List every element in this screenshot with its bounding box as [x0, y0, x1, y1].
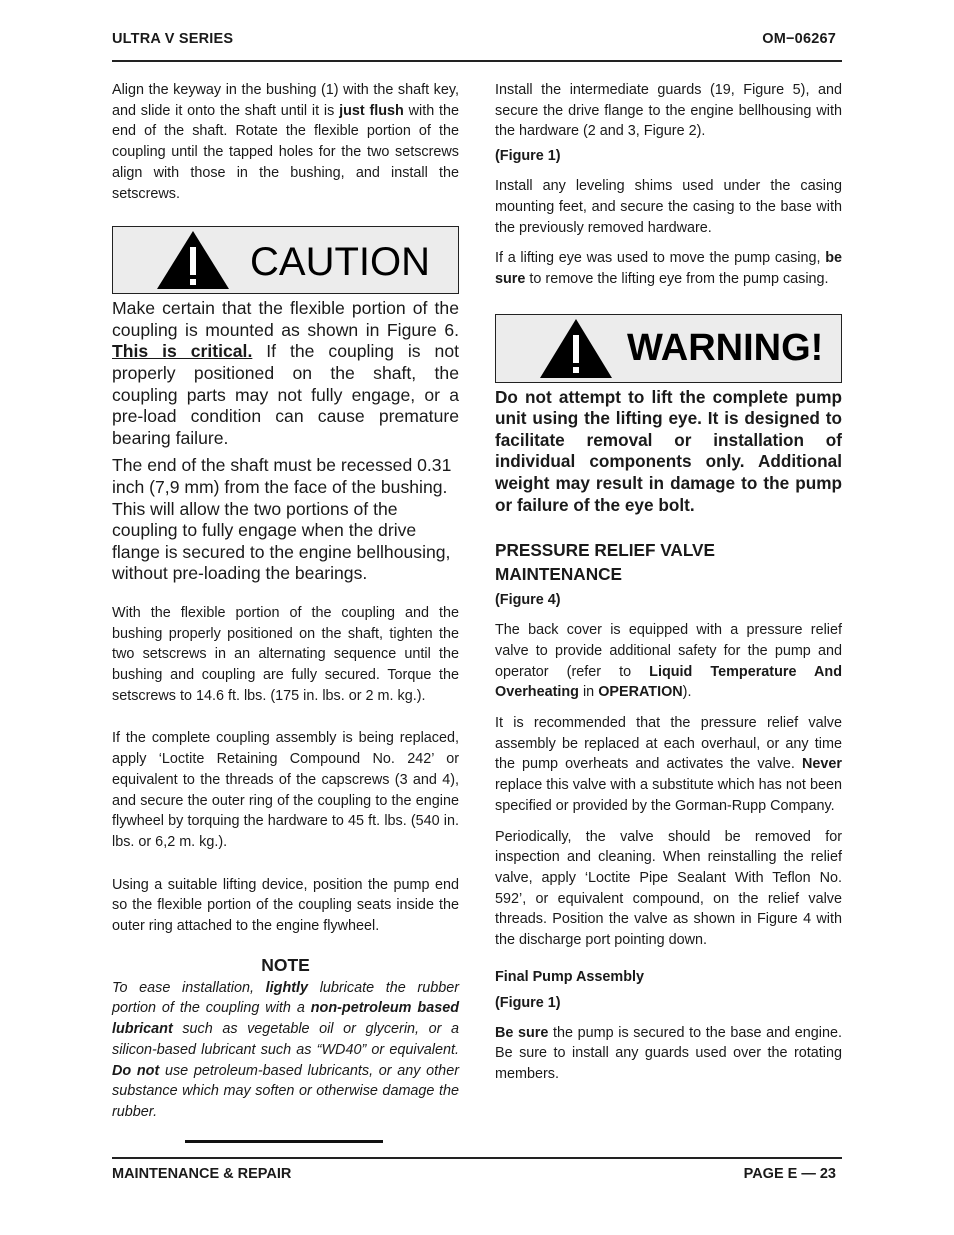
caution-text-2: The end of the shaft must be recessed 0.31 inch (7,9 mm) from the face of the bushing. This will allow the two portions of the coupling to fully engage when the drive flange is secured to the engine bellhousing, without pre-loading the bearings. — [112, 455, 452, 584]
subsection-final-assembly: Final Pump Assembly — [495, 968, 645, 985]
footer-rule — [112, 1157, 842, 1159]
note-end-rule — [185, 1140, 383, 1143]
caution-label: CAUTION — [250, 240, 430, 285]
paragraph-lifting-eye: If a lifting eye was used to move the pump casing, be sure to remove the lifting eye from the pump casing. — [495, 250, 842, 287]
warning-text: Do not attempt to lift the complete pump unit using the lifting eye. It is designed to facilitate removal or installation of individual components only. Additional weight may result in damage to the pump or failure of the eye bolt. — [495, 386, 842, 515]
caution-box — [112, 226, 459, 294]
header-rule — [112, 60, 842, 62]
left-column — [112, 80, 459, 1123]
paragraph-leveling-shims: Install any leveling shims used under the casing mounting feet, and secure the casing to the base with the previously removed hardware. — [495, 178, 842, 236]
note-block: To ease installation, lightly lubricate the rubber portion of the coupling with a non-petroleum based lubricant such as vegetable oil or glycerin, or a silicon-based lubricant such as “WD40” or equivalent. Do not use petroleum-based lubricants, or any other substance which may soften or otherwise damage the rubber. — [112, 979, 459, 1120]
footer-section: MAINTENANCE & REPAIR — [112, 1166, 292, 1182]
section-title-relief-valve: PRESSURE RELIEF VALVE MAINTENANCE — [495, 540, 715, 585]
paragraph-back-cover: The back cover is equipped with a pressure relief valve to provide additional safety for the pump and operator (refer to Liquid Temperature And Overheating in OPERATION). — [495, 622, 842, 701]
figure-ref-1b: (Figure 1) — [495, 994, 561, 1011]
paragraph-periodically: Periodically, the valve should be removed for inspection and cleaning. When reinstalling the relief valve, apply ‘Loctite Pipe Sealant With Teflon No. 592’, or equivalent compound, on the relief valve threads. Position the valve as shown in Figure 4 with the discharge port pointing down. — [495, 828, 842, 949]
paragraph-lifting-device: Using a suitable lifting device, position the pump end so the flexible portion of the coupling seats inside the outer ring attached to the engine flywheel. — [112, 876, 459, 935]
note-title: NOTE — [261, 954, 310, 975]
header-series: ULTRA V SERIES — [112, 31, 234, 47]
paragraph-align-keyway: Align the keyway in the bushing (1) with the shaft key, and slide it onto the shaft until it is just flush with the end of the shaft. Rotate the flexible portion of the coupling until the tapped holes for the two setscrews align with those in the bushing, and install the setscrews. — [112, 82, 459, 202]
caution-text-1: Make certain that the flexible portion of the coupling is mounted as shown in Figure 6. This is critical. If the coupling is not properly positioned on the shaft, the coupling parts may not fully engage, or a pre-load condition can cause premature bearing failure. — [112, 298, 459, 448]
figure-ref-4: (Figure 4) — [495, 592, 561, 609]
paragraph-recommended-replace: It is recommended that the pressure relief valve assembly be replaced at each overhaul, or any time the pump overheats and activates the valve. Never replace this valve with a substitute which has not been specified or provided by the Gorman-Rupp Company. — [495, 715, 842, 814]
footer-page-number: PAGE E — 23 — [743, 1166, 836, 1182]
paragraph-tighten-setscrews: With the flexible portion of the coupling and the bushing properly positioned on the shaft, tighten the two setscrews in an alternating sequence until the bushing and coupling are fully secured. Torque the setscrews to 14.6 ft. lbs. (175 in. lbs. or 2 m. kg.). — [112, 604, 459, 704]
paragraph-be-sure: Be sure the pump is secured to the base and engine. Be sure to install any guards used over the rotating members. — [495, 1024, 843, 1083]
warning-box — [495, 314, 842, 383]
header-doc-number: OM−06267 — [762, 31, 836, 47]
right-column — [495, 80, 842, 1085]
caution-triangle-icon — [153, 227, 233, 293]
warning-label: WARNING! — [627, 326, 824, 369]
paragraph-intermediate-guards: Install the intermediate guards (19, Figure 5), and secure the drive flange to the engine bellhousing with the hardware (2 and 3, Figure 2). — [495, 82, 842, 140]
warning-triangle-icon — [536, 315, 616, 382]
figure-ref-1: (Figure 1) — [495, 148, 561, 165]
paragraph-coupling-replaced: If the complete coupling assembly is being replaced, apply ‘Loctite Retaining Compound No. 242’ or equivalent to the threads of the capscrews (3 and 4), and secure the outer ring of the coupling to the engine flywheel by torquing the hardware to 45 ft. lbs. (540 in. lbs. or 6,2 m. kg.). — [112, 730, 459, 850]
